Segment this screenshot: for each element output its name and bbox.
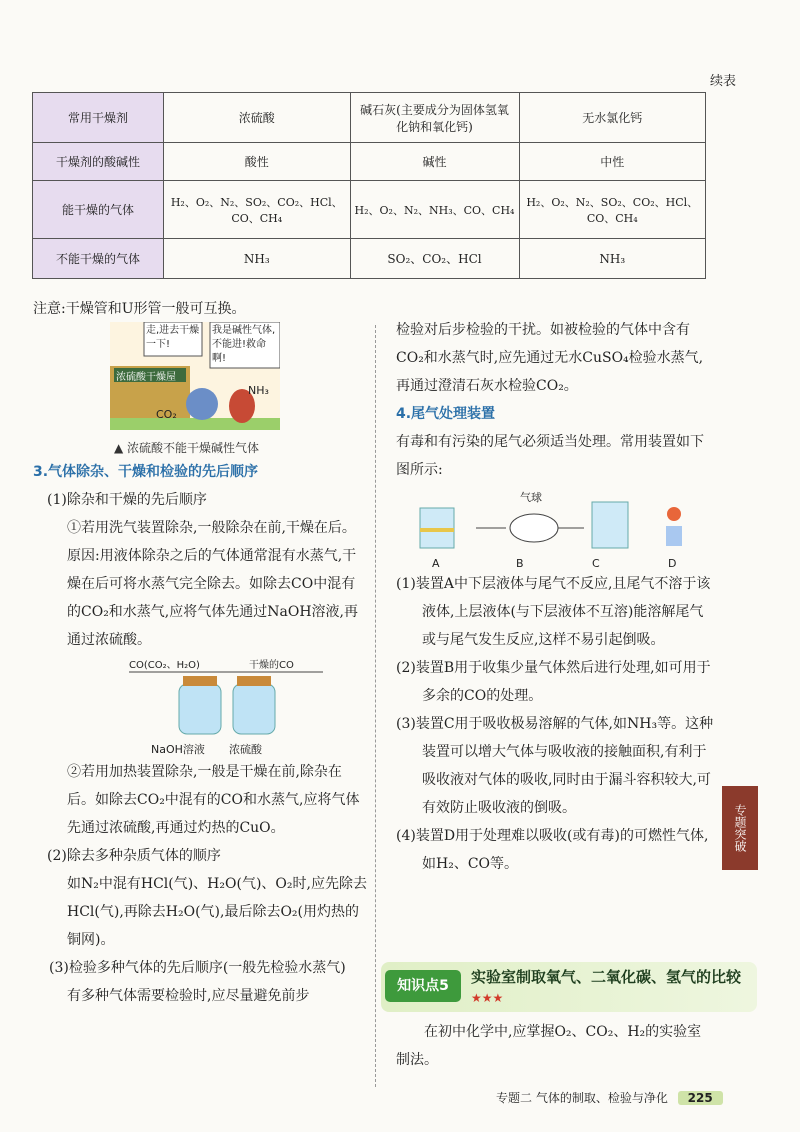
speech-bubble: 我是碱性气体,不能进!救命啊! — [212, 325, 276, 364]
subsection-heading: (1)除杂和干燥的先后顺序 — [47, 492, 207, 508]
knowledge-title-text: 实验室制取氧气、二氧化碳、氢气的比较 — [471, 968, 742, 986]
right-column — [396, 316, 714, 878]
sign-label: 浓硫酸干燥屋 — [116, 372, 176, 383]
paragraph: (4)装置D用于处理难以吸收(或有毒)的可燃性气体,如H₂、CO等。 — [396, 828, 709, 872]
co2-label: CO₂ — [156, 408, 177, 421]
footer-text: 专题二 气体的制取、检验与净化 — [496, 1091, 668, 1105]
paragraph: 原因:用液体除杂之后的气体通常混有水蒸气,干燥在后可将水蒸气完全除去。如除去CO中混有的CO₂和水蒸气,应将气体先通过NaOH溶液,再通过浓硫酸。 — [67, 548, 358, 648]
knowledge-point-badge: 知识点5 — [385, 970, 461, 1002]
section-heading: 3.气体除杂、干燥和检验的先后顺序 — [33, 464, 259, 480]
paragraph: (3)装置C用于吸收极易溶解的气体,如NH₃等。这种装置可以增大气体与吸收液的接触面积,有利于吸收液对气体的吸收,同时由于漏斗容积较大,可有效防止吸收液的倒吸。 — [396, 716, 714, 816]
paragraph: ②若用加热装置除杂,一般是干燥在前,除杂在后。如除去CO₂中混有的CO和水蒸气,应将气体先通过浓硫酸,再通过灼热的CuO。 — [67, 764, 360, 836]
note: 注意:干燥管和U形管一般可互换。 — [33, 301, 246, 317]
column-divider — [375, 325, 376, 1087]
paragraph: (2)装置B用于收集少量气体然后进行处理,如可用于多余的CO的处理。 — [396, 660, 711, 704]
table-cell: NH₃ — [164, 239, 351, 279]
speech-bubble: 走,进去干燥一下! — [146, 325, 200, 350]
table-cell: 浓硫酸 — [164, 93, 351, 143]
table-cell: 干燥剂的酸碱性 — [33, 143, 164, 181]
device-label: C — [592, 557, 600, 570]
table-cell: SO₂、CO₂、HCl — [350, 239, 519, 279]
table-cell: 不能干燥的气体 — [33, 239, 164, 279]
right-column-tail — [396, 1018, 714, 1074]
table-cell: 能干燥的气体 — [33, 181, 164, 239]
table-cell: 中性 — [519, 143, 706, 181]
table-cell: H₂、O₂、N₂、SO₂、CO₂、HCl、CO、CH₄ — [164, 181, 351, 239]
page-number: 225 — [678, 1091, 723, 1105]
paragraph: ①若用洗气装置除杂,一般除杂在前,干燥在后。 — [67, 520, 356, 536]
continued-label: 续表 — [709, 74, 736, 89]
page-footer — [496, 1089, 723, 1106]
table-row — [33, 93, 706, 143]
side-tab: 专题突破 — [722, 786, 758, 870]
table-cell: 碱性 — [350, 143, 519, 181]
nh3-label: NH₃ — [248, 384, 269, 397]
paragraph: 在初中化学中,应掌握O₂、CO₂、H₂的实验室制法。 — [396, 1024, 702, 1068]
table-cell: 常用干燥剂 — [33, 93, 164, 143]
table-cell: 酸性 — [164, 143, 351, 181]
tail-gas-figure — [396, 484, 714, 570]
table-cell: 无水氯化钙 — [519, 93, 706, 143]
table-cell: NH₃ — [519, 239, 706, 279]
desiccant-table — [32, 92, 706, 279]
difficulty-stars: ★★★ — [471, 991, 504, 1005]
table-cell: H₂、O₂、N₂、NH₃、CO、CH₄ — [350, 181, 519, 239]
cartoon-caption: ▲ 浓硫酸不能干燥碱性气体 — [114, 441, 260, 455]
fig-bottle-label: NaOH溶液 — [151, 743, 205, 756]
left-column — [33, 458, 367, 1010]
device-label: D — [668, 557, 677, 570]
table-row — [33, 143, 706, 181]
balloon-label: 气球 — [520, 491, 542, 504]
paragraph: 如N₂中混有HCl(气)、H₂O(气)、O₂时,应先除去HCl(气),再除去H₂O(气),最后除去O₂(用灼热的铜网)。 — [67, 876, 367, 948]
device-label: A — [432, 557, 440, 570]
tail-gas-drawing — [396, 484, 714, 570]
paragraph: 有毒和有污染的尾气必须适当处理。常用装置如下图所示: — [396, 434, 704, 478]
table-row — [33, 239, 706, 279]
knowledge-point-title — [471, 967, 741, 1008]
table-row — [33, 181, 706, 239]
device-label: B — [516, 557, 524, 570]
knowledge-point-banner — [381, 962, 757, 1012]
section-heading: 4.尾气处理装置 — [396, 406, 496, 422]
wash-bottle-figure — [33, 654, 367, 758]
paragraph: 检验对后步检验的干扰。如被检验的气体中含有CO₂和水蒸气时,应先通过无水CuSO₄检验水蒸气,再通过澄清石灰水检验CO₂。 — [396, 322, 704, 394]
table-cell: H₂、O₂、N₂、SO₂、CO₂、HCl、CO、CH₄ — [519, 181, 706, 239]
cartoon-illustration — [110, 322, 280, 430]
subsection-heading: (2)除去多种杂质气体的顺序 — [47, 848, 221, 864]
paragraph: 有多种气体需要检验时,应尽量避免前步 — [67, 988, 310, 1004]
fig-outlet-label: 干燥的CO — [249, 660, 294, 671]
fig-bottle-label: 浓硫酸 — [229, 743, 262, 756]
paragraph: (1)装置A中下层液体与尾气不反应,且尾气不溶于该液体,上层液体(与下层液体不互溶)能溶解尾气或与尾气发生反应,这样不易引起倒吸。 — [396, 576, 711, 648]
subsection-heading: (3)检验多种气体的先后顺序(一般先检验水蒸气) — [49, 960, 346, 976]
fig-inlet-label: CO(CO₂、H₂O) — [129, 660, 200, 671]
table-cell: 碱石灰(主要成分为固体氢氧化钠和氧化钙) — [350, 93, 519, 143]
